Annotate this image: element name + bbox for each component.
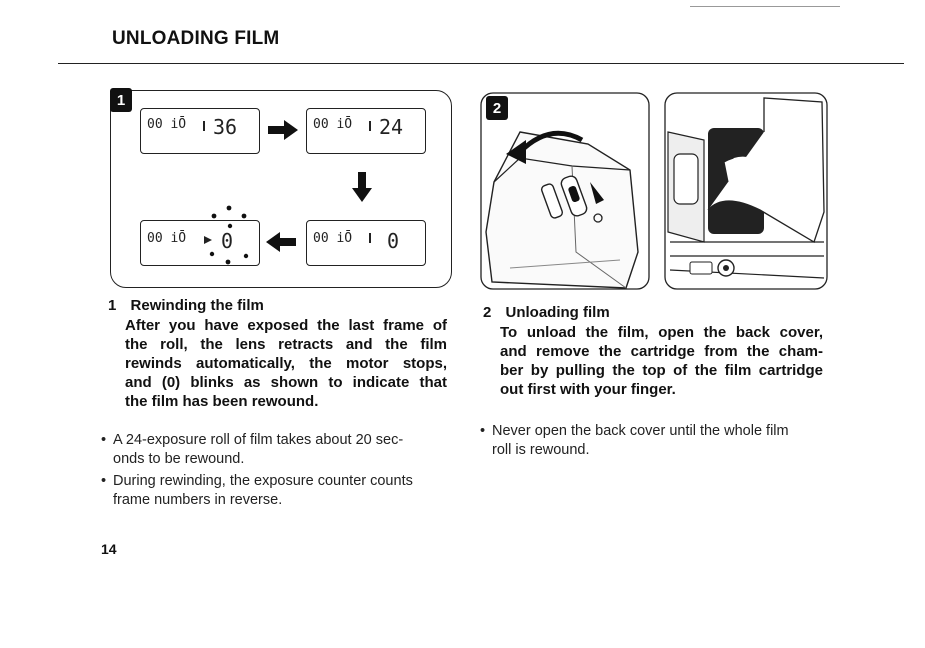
bullet: • — [480, 423, 486, 439]
section-2-heading — [483, 303, 610, 322]
note-line: frame numbers in reverse. — [113, 492, 283, 508]
arrow-right-icon — [266, 118, 300, 142]
section-1-notes — [101, 431, 451, 510]
lcd-frame-value: 36 — [213, 115, 238, 139]
blink-dots-icon — [200, 200, 264, 270]
section-1-line: and (0) blinks as shown to indicate that — [125, 374, 447, 391]
page-title: UNLOADING FILM — [112, 28, 280, 49]
section-2-line: and remove the cartridge from the cham- — [500, 343, 823, 360]
section-2-body — [500, 323, 823, 399]
note-line: Never open the back cover until the whole film — [492, 423, 789, 439]
note-item — [101, 431, 451, 469]
figure-2-badge: 2 — [486, 96, 508, 120]
lcd-counter-label: 00 iŌ — [313, 117, 353, 132]
section-2-line: ber by pulling the top of the film cartridge — [500, 362, 823, 379]
arrow-left-icon — [264, 230, 298, 254]
note-item — [101, 472, 451, 510]
note-line: onds to be rewound. — [113, 451, 245, 467]
note-item — [480, 422, 830, 460]
lcd-frame-value: 0 — [387, 229, 400, 253]
section-1-line: rewinds automatically, the motor stops, — [125, 355, 447, 372]
camera-back-cover-illustration — [480, 92, 652, 292]
section-2-line: To unload the film, open the back cover, — [500, 324, 823, 341]
section-2-title: Unloading film — [505, 304, 610, 321]
figure-1-badge: 1 — [110, 88, 132, 112]
note-line: roll is rewound. — [492, 442, 590, 458]
bullet: • — [101, 432, 107, 448]
arrow-down-icon — [351, 170, 373, 204]
note-line: A 24-exposure roll of film takes about 20 sec- — [113, 432, 404, 448]
section-1-line: After you have exposed the last frame of — [125, 317, 447, 334]
lcd-frame-value: 0 — [221, 229, 234, 253]
page-number: 14 — [101, 541, 117, 557]
section-1-line: the film has been rewound. — [125, 393, 319, 410]
title-divider — [58, 63, 904, 64]
lcd-separator — [203, 121, 205, 131]
lcd-counter-36 — [140, 108, 260, 154]
lcd-counter-0 — [306, 220, 426, 266]
section-2-line: out first with your finger. — [500, 381, 676, 398]
film-cartridge-removal-illustration — [664, 92, 828, 292]
lcd-separator — [369, 233, 371, 243]
lcd-separator — [369, 121, 371, 131]
bullet: • — [101, 473, 107, 489]
section-1-title: Rewinding the film — [130, 297, 264, 314]
lcd-counter-label: 00 iŌ — [147, 117, 187, 132]
lcd-counter-label: 00 iŌ — [147, 231, 187, 246]
section-1-number: 1 — [108, 297, 117, 314]
lcd-counter-24 — [306, 108, 426, 154]
section-2-notes — [480, 422, 830, 460]
lcd-counter-label: 00 iŌ — [313, 231, 353, 246]
section-1-body — [125, 316, 447, 411]
section-2-number: 2 — [483, 304, 492, 321]
section-1-line: the roll, the lens retracts and the film — [125, 336, 447, 353]
section-1-heading — [108, 296, 264, 315]
note-line: During rewinding, the exposure counter counts — [113, 473, 413, 489]
lcd-frame-value: 24 — [379, 115, 404, 139]
header-decorative-line — [690, 6, 840, 7]
